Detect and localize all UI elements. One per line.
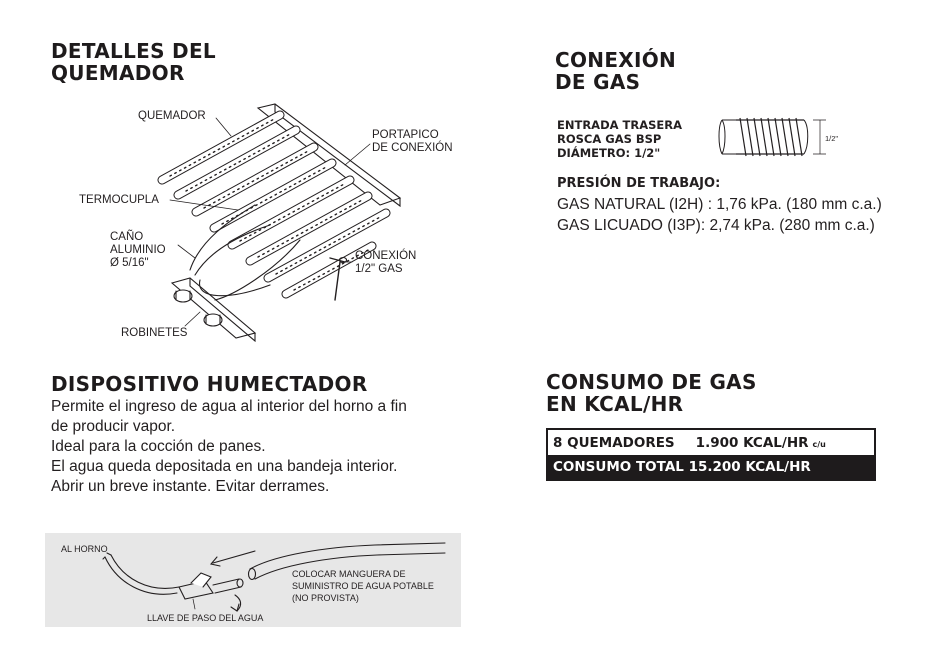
consumption-title-line2: EN KCAL/HR	[546, 392, 684, 416]
gas-title-line2: DE GAS	[555, 70, 641, 94]
gas-entrada-text	[557, 118, 682, 160]
label-conexion	[355, 250, 416, 276]
gas-connection-title	[555, 49, 676, 93]
consumption-table	[546, 428, 876, 481]
gas-licuado-line: GAS LICUADO (I3P): 2,74 kPa. (280 mm c.a.)	[557, 217, 875, 234]
burner-title	[51, 40, 216, 84]
label-cano-line1: CAÑO	[110, 231, 144, 243]
label-cano-line2: ALUMINIO	[110, 244, 166, 256]
humidifier-line: Abrir un breve instante. Evitar derrames.	[51, 478, 330, 495]
consumption-title-line1: CONSUMO DE GAS	[546, 370, 757, 394]
label-llave-de-paso: LLAVE DE PASO DEL AGUA	[147, 613, 264, 623]
burner-title-line1: DETALLES DEL	[51, 39, 216, 63]
label-quemador: QUEMADOR	[138, 110, 206, 122]
pressure-title: PRESIÓN DE TRABAJO:	[557, 176, 721, 191]
label-cano-line3: Ø 5/16"	[110, 257, 149, 269]
label-cano	[110, 231, 166, 270]
gas-entrada-line2: ROSCA GAS BSP	[557, 132, 662, 146]
humidifier-title: DISPOSITIVO HUMECTADOR	[51, 372, 368, 396]
humidifier-line: de producir vapor.	[51, 418, 176, 435]
consumption-row-total: CONSUMO TOTAL 15.200 KCAL/HR	[548, 455, 874, 479]
label-termocupla: TERMOCUPLA	[79, 194, 159, 206]
burners-value: 1.900 KCAL/HR	[695, 434, 809, 451]
humidifier-line: El agua queda depositada en una bandeja interior.	[51, 458, 398, 475]
label-conexion-line2: 1/2" GAS	[355, 263, 403, 275]
burner-title-line2: QUEMADOR	[51, 61, 185, 85]
label-portapico	[372, 129, 453, 155]
gas-entrada-line1: ENTRADA TRASERA	[557, 118, 683, 132]
label-manguera-line2: SUMINISTRO DE AGUA POTABLE	[292, 581, 434, 591]
burners-unit: c/u	[812, 440, 826, 449]
consumption-row-burners	[548, 430, 874, 455]
label-al-horno: AL HORNO	[61, 544, 108, 554]
gas-title-line1: CONEXIÓN	[555, 48, 677, 72]
label-colocar-manguera	[292, 568, 434, 604]
consumption-title	[546, 371, 757, 415]
water-diagram-panel	[45, 533, 461, 627]
gas-entrada-line3: DIÁMETRO: 1/2"	[557, 146, 661, 160]
pipe-dimension-label: 1/2"	[825, 134, 839, 143]
humidifier-line: Permite el ingreso de agua al interior del horno a fin	[51, 398, 407, 415]
label-robinetes: ROBINETES	[121, 327, 188, 339]
label-portapico-line2: DE CONEXIÓN	[372, 142, 453, 154]
humidifier-description	[51, 397, 407, 497]
label-portapico-line1: PORTAPICO	[372, 129, 439, 141]
burners-label: 8 QUEMADORES	[553, 434, 675, 451]
label-manguera-line1: COLOCAR MANGUERA DE	[292, 569, 406, 579]
label-manguera-line3: (NO PROVISTA)	[292, 593, 359, 603]
label-conexion-line1: CONEXIÓN	[355, 250, 417, 262]
humidifier-line: Ideal para la cocción de panes.	[51, 438, 266, 455]
gas-natural-line: GAS NATURAL (I2H) : 1,76 kPa. (180 mm c.a.)	[557, 196, 882, 213]
